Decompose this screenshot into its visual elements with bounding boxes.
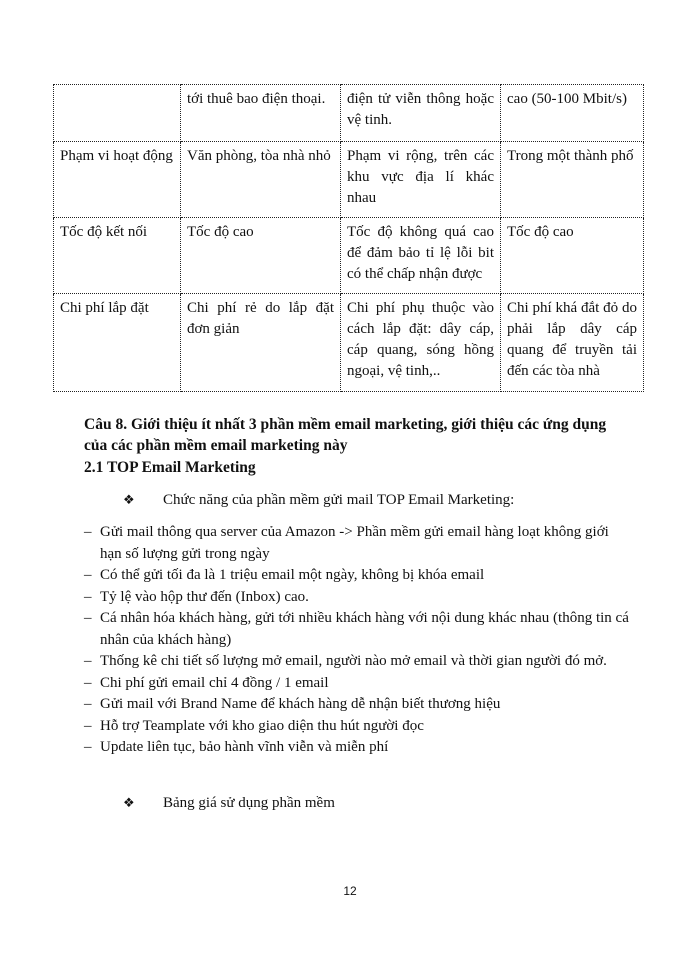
table-cell: cao (50-100 Mbit/s) bbox=[501, 85, 644, 142]
list-item bbox=[84, 608, 629, 651]
dash-bullet: – bbox=[84, 653, 92, 669]
features-heading-text: Chức năng của phần mềm gửi mail TOP Email Marketing: bbox=[163, 492, 515, 508]
table-cell: Phạm vi hoạt động bbox=[54, 142, 181, 218]
list-item-text: Hỗ trợ Teamplate với kho giao diện thu hút người đọc bbox=[100, 717, 424, 734]
page-number: 12 bbox=[343, 884, 357, 898]
table-cell: Chi phí rẻ do lắp đặt đơn giản bbox=[181, 294, 341, 392]
comparison-table bbox=[53, 84, 644, 392]
list-item-text: Tỷ lệ vào hộp thư đến (Inbox) cao. bbox=[100, 588, 309, 605]
table-row bbox=[54, 85, 644, 142]
table-cell: Tốc độ không quá cao để đảm bảo tỉ lệ lỗi bit có thể chấp nhận được bbox=[341, 218, 501, 294]
list-item bbox=[84, 737, 629, 759]
table-cell bbox=[54, 85, 181, 142]
table-row bbox=[54, 142, 644, 218]
pricing-heading-text: Bảng giá sử dụng phần mềm bbox=[163, 795, 335, 811]
dash-bullet: – bbox=[84, 717, 92, 734]
dash-bullet: – bbox=[84, 567, 92, 583]
list-item bbox=[84, 694, 629, 716]
dash-bullet: – bbox=[84, 696, 92, 712]
dash-bullet: – bbox=[84, 524, 92, 540]
table-cell: Chi phí phụ thuộc vào cách lắp đặt: dây cáp, cáp quang, sóng hồng ngoại, vệ tinh,.. bbox=[341, 294, 501, 392]
table-cell: Phạm vi rộng, trên các khu vực địa lí khác nhau bbox=[341, 142, 501, 218]
feature-list bbox=[84, 522, 629, 759]
diamond-bullet-icon: ❖ bbox=[123, 796, 135, 811]
list-item-text: Chi phí gửi email chỉ 4 đồng / 1 email bbox=[100, 674, 329, 691]
dash-bullet: – bbox=[84, 588, 92, 605]
list-item-text: Có thể gửi tối đa là 1 triệu email một ngày, không bị khóa email bbox=[100, 567, 485, 583]
features-heading bbox=[123, 490, 514, 511]
table-row bbox=[54, 218, 644, 294]
table-cell: Tốc độ kết nối bbox=[54, 218, 181, 294]
list-item bbox=[84, 587, 629, 609]
list-item-text: Cá nhân hóa khách hàng, gửi tới nhiều khách hàng với nội dung khác nhau (thông tin cá nhân của khách hàng) bbox=[100, 610, 629, 648]
dash-bullet: – bbox=[84, 674, 92, 691]
table-cell: Trong một thành phố bbox=[501, 142, 644, 218]
section-heading: 2.1 TOP Email Marketing bbox=[84, 459, 256, 476]
question-heading: Câu 8. Giới thiệu ít nhất 3 phần mềm email marketing, giới thiệu các ứng dụng của các phần mềm email marketing này bbox=[84, 416, 607, 454]
list-item-text: Gửi mail với Brand Name để khách hàng dễ nhận biết thương hiệu bbox=[100, 696, 501, 712]
table-cell: Văn phòng, tòa nhà nhỏ bbox=[181, 142, 341, 218]
table-cell: điện tử viễn thông hoặc vệ tinh. bbox=[341, 85, 501, 142]
pricing-heading bbox=[123, 793, 335, 814]
diamond-bullet-icon: ❖ bbox=[123, 493, 135, 508]
list-item-text: Update liên tục, bảo hành vĩnh viễn và miễn phí bbox=[100, 739, 389, 755]
list-item bbox=[84, 673, 629, 695]
list-item bbox=[84, 716, 629, 738]
table-cell: Tốc độ cao bbox=[181, 218, 341, 294]
list-item-text: Thống kê chi tiết số lượng mở email, người nào mở email và thời gian người đó mở. bbox=[100, 653, 607, 669]
table-cell: Chi phí lắp đặt bbox=[54, 294, 181, 392]
dash-bullet: – bbox=[84, 610, 92, 626]
table-cell: Tốc độ cao bbox=[501, 218, 644, 294]
list-item-text: Gửi mail thông qua server của Amazon -> Phần mềm gửi email hàng loạt không giới hạn số lượng gửi trong ngày bbox=[100, 524, 609, 562]
list-item bbox=[84, 651, 629, 673]
table-cell: Chi phí khá đắt đỏ do phải lắp dây cáp quang để truyền tải đến các tòa nhà bbox=[501, 294, 644, 392]
list-item bbox=[84, 565, 629, 587]
table-cell: tới thuê bao điện thoại. bbox=[181, 85, 341, 142]
list-item bbox=[84, 522, 629, 565]
dash-bullet: – bbox=[84, 739, 92, 755]
table-row bbox=[54, 294, 644, 392]
